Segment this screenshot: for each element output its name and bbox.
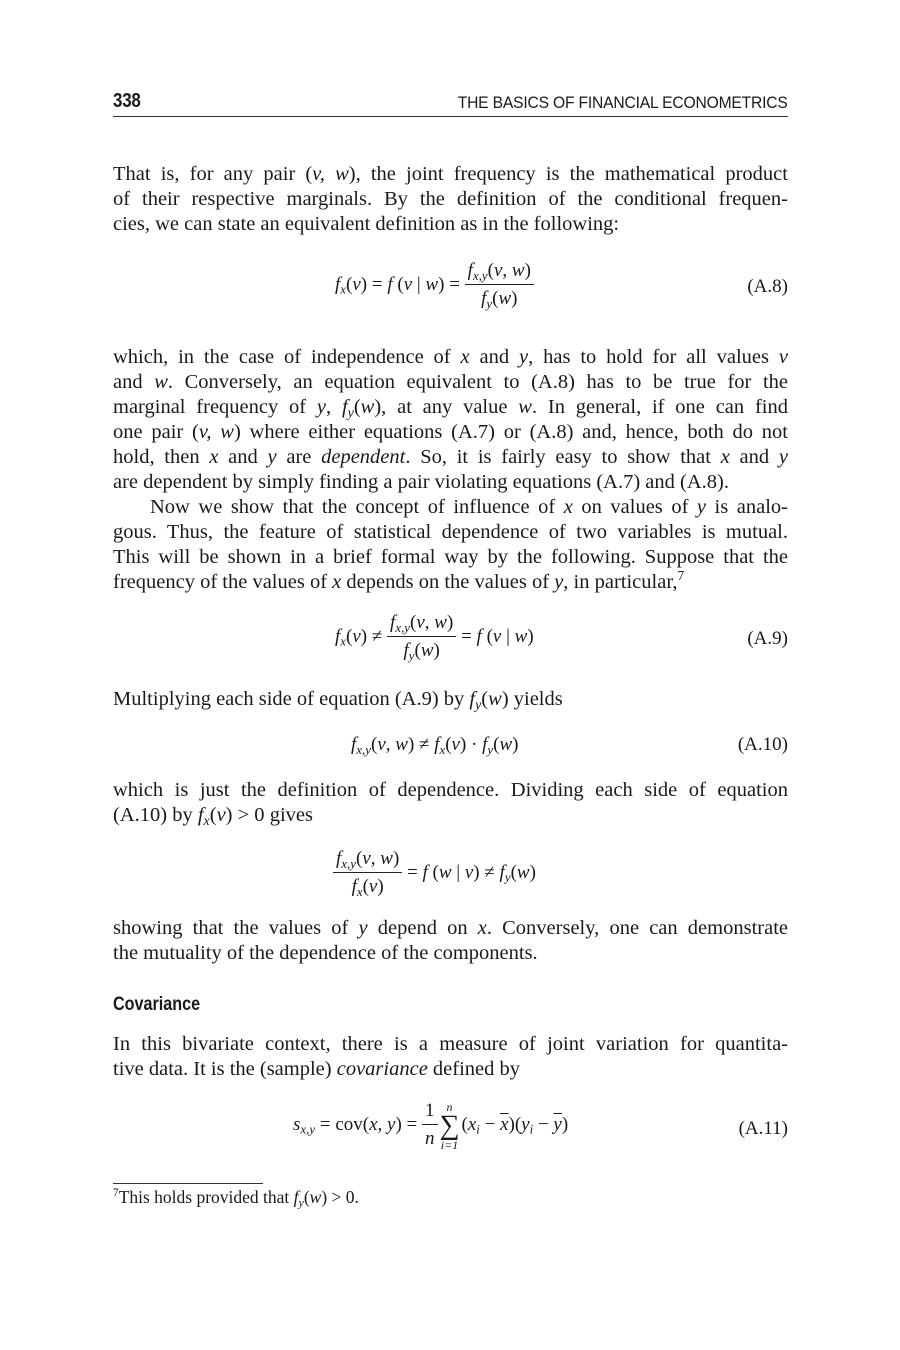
text-line: of their respective marginals. By the definition of the conditional frequen- (113, 188, 788, 210)
paragraph-5 (113, 778, 788, 828)
equation-conditional-y-formula: $\frac{f_{x,y}(v, w)}{f_x(v)}$ = f (w | $v) \ne f_y(w)$ (333, 846, 536, 901)
text-line: are dependent by simply finding a pair violating equations (A.7) and (A.8). (113, 471, 729, 493)
footnote-marker[interactable]: 7 (677, 568, 685, 584)
equation-a10-formula: $f_{x,y}(v$, $w) \ne f_x(v) \cdot f_y(w)$ (351, 734, 519, 757)
equation-a11-formula: $s_{x,y} = cov(x$, y) = $\frac{1}{n}$ n ∑ i=1 $(x_i - \overline{x})(y_i - \overline{y})$ (293, 1099, 569, 1152)
text-line: gous. Thus, the feature of statistical dependence of two variables is mutual. (113, 521, 788, 543)
running-head (113, 88, 788, 117)
text-line: cies, we can state an equivalent definition as in the following: (113, 213, 620, 235)
paragraph-6 (113, 916, 788, 966)
text-line: the mutuality of the dependence of the components. (113, 942, 538, 964)
paragraph-2 (113, 345, 788, 495)
text-line: frequency of the values of x depends on the values of y, in particular,$^7$ (113, 568, 685, 593)
text-line: Multiplying each side of equation (A.9) by $f_y(w)$ yields (113, 688, 563, 714)
equation-number: (A.11) (738, 1118, 788, 1139)
book-title: THE BASICS OF FINANCIAL ECONOMETRICS (458, 93, 788, 112)
text-line: and w. Conversely, an equation equivalent to (A.8) has to be true for the (113, 371, 788, 393)
text-line: showing that the values of y depend on x. Conversely, one can demonstrate (113, 917, 788, 939)
text-line: one pair (v, w) where either equations (A.7) or (A.8) and, hence, both do not (113, 421, 788, 443)
footnote-rule (113, 1183, 263, 1184)
equation-a8-formula: $f_x(v) = f$ (v | w) = $\frac{f_{x,y}(v, w)}{f_y(w)}$ (335, 258, 534, 313)
footnote: $^7$This holds provided that $f_y(w) > 0$. (113, 1187, 359, 1210)
text-line: This will be shown in a brief formal way by the following. Suppose that the (113, 546, 788, 568)
equation-a9-formula: $f_x(v)$ ≠ $\frac{f_{x,y}(v, w)}{f_y(w)}$ = f (v | w) (335, 612, 534, 663)
equation-number: (A.8) (747, 276, 788, 297)
paragraph-1 (113, 162, 788, 237)
equation-number: (A.9) (747, 628, 788, 649)
paragraph-7 (113, 1032, 788, 1082)
equation-a9 (113, 610, 788, 672)
equation-conditional-y (113, 846, 788, 908)
text-line: which is just the definition of dependence. Dividing each side of equation (113, 779, 788, 801)
equation-a8 (113, 258, 788, 320)
equation-a11 (113, 1098, 788, 1164)
text-line: Now we show that the concept of influence of x on values of y is analo- (150, 496, 788, 518)
section-heading: Covariance (113, 994, 201, 1015)
text-line: In this bivariate context, there is a measure of joint variation for quantita- (113, 1033, 788, 1055)
page-number: 338 (113, 90, 141, 112)
text-line: tive data. It is the (sample) covariance defined by (113, 1058, 521, 1080)
footnote-number: 7 (113, 1187, 119, 1200)
paragraph-3 (113, 495, 788, 595)
equation-a10 (113, 734, 788, 764)
text-line: marginal frequency of y, $f_y(w)$, at any value w. In general, if one can find (113, 396, 788, 422)
equation-number: (A.10) (737, 734, 788, 755)
paragraph-4 (113, 687, 788, 712)
text-line: hold, then x and y are dependent. So, it is fairly easy to show that x and y (113, 446, 788, 468)
text-line: That is, for any pair (v, w), the joint frequency is the mathematical product (113, 163, 788, 185)
text-line: (A.10) by $f_x(v) > 0$ gives (113, 804, 313, 830)
text-line: which, in the case of independence of x and y, has to hold for all values v (113, 346, 788, 368)
